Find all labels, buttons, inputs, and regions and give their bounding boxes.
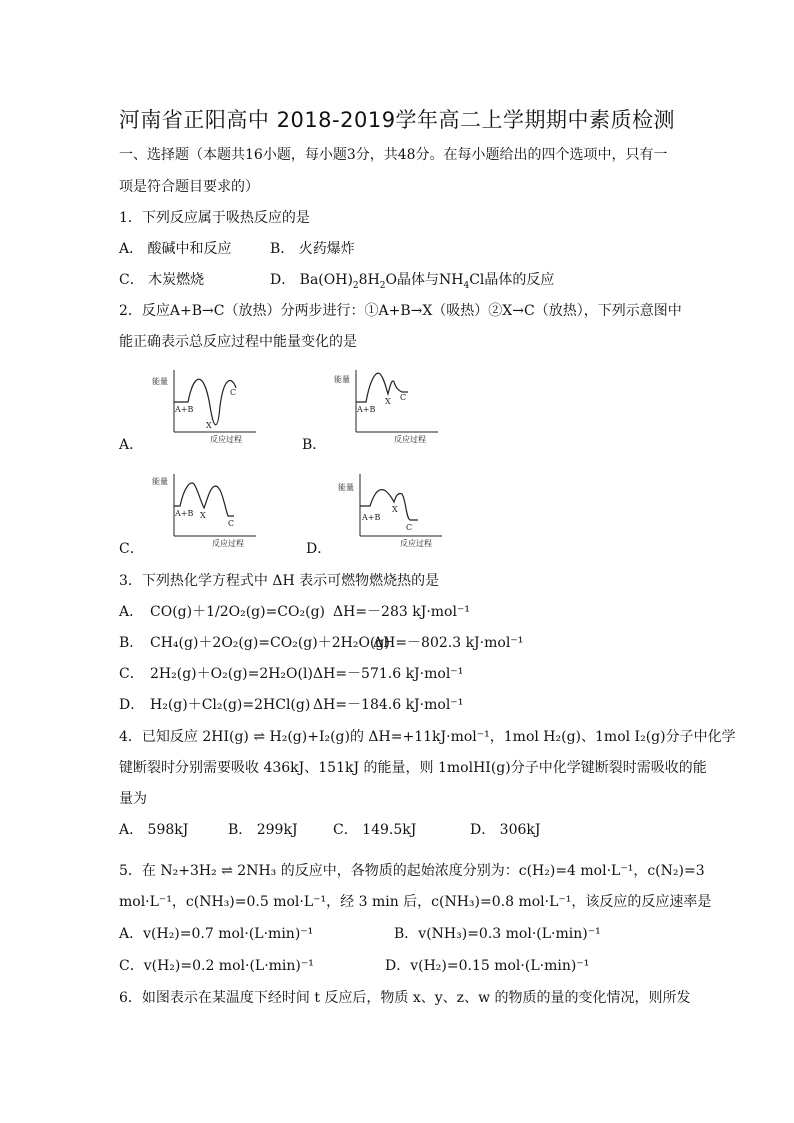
section-instruction-line1: 一、选择题（本题共16小题，每小题3分，共48分。在每小题给出的四个选项中，只有一	[119, 147, 668, 163]
q4-option-a: A． 598kJ	[119, 822, 189, 838]
q1-option-d	[270, 271, 554, 289]
q5-option-a: A．v(H₂)=0.7 mol·(L·min)⁻¹	[119, 926, 314, 942]
q1-stem: 1．下列反应属于吸热反应的是	[119, 210, 310, 226]
q2a-x-label: X	[206, 421, 212, 430]
q2-label-d: D．	[306, 541, 332, 557]
q1-d-text-2: 8H	[358, 272, 380, 288]
q2-stem-line2: 能正确表示总反应过程中能量变化的是	[119, 334, 357, 350]
q2b-y-axis-label: 能量	[334, 375, 350, 384]
q3-c-equation: 2H₂(g)＋O₂(g)=2H₂O(l)	[150, 666, 313, 682]
q3-d-label: D．	[119, 697, 145, 713]
q2c-c-label: C	[228, 519, 235, 528]
q1-option-b: B． 火药爆炸	[270, 241, 355, 257]
q5-option-c: C．v(H₂)=0.2 mol·(L·min)⁻¹	[119, 958, 314, 974]
q3-d-equation: H₂(g)＋Cl₂(g)=2HCl(g)	[150, 697, 311, 713]
section-instruction-line2: 项是符合题目要求的）	[119, 179, 259, 195]
q1-d-sub-1: 2	[352, 280, 359, 291]
q4-option-d: D． 306kJ	[470, 822, 541, 838]
q3-stem: 3．下列热化学方程式中 ΔH 表示可燃物燃烧热的是	[119, 573, 440, 589]
exam-title: 河南省正阳高中 2018-2019学年高二上学期期中素质检测	[118, 108, 676, 132]
q2-diagram-b	[332, 366, 442, 446]
q2c-y-axis-label: 能量	[152, 477, 168, 486]
q1-d-sub-3: 4	[463, 280, 470, 291]
q2-label-b: B．	[302, 437, 327, 453]
q3-b-equation: CH₄(g)＋2O₂(g)=CO₂(g)＋2H₂O(g)	[150, 635, 390, 651]
q2b-ab-label: A+B	[357, 405, 376, 414]
q2-stem-line1: 2．反应A+B→C（放热）分两步进行：①A+B→X（吸热）②X→C（放热），下列示意图中	[119, 303, 682, 319]
q3-b-enthalpy: ΔH=－802.3 kJ·mol⁻¹	[373, 635, 524, 651]
q2d-x-axis-label: 反应过程	[400, 539, 432, 548]
q1-d-text-1: D． Ba(OH)	[270, 272, 353, 288]
q2a-ab-label: A+B	[175, 405, 194, 414]
q2a-x-axis-label: 反应过程	[210, 435, 242, 444]
q4-option-b: B． 299kJ	[228, 822, 298, 838]
q2c-ab-label: A+B	[175, 509, 194, 518]
q2-label-a: A．	[119, 437, 144, 453]
q2-label-c: C．	[119, 541, 144, 557]
q1-d-sub-2: 2	[379, 280, 386, 291]
q4-stem-line3: 量为	[119, 791, 147, 807]
q2a-c-label: C	[230, 388, 237, 397]
q5-option-b: B．v(NH₃)=0.3 mol·(L·min)⁻¹	[394, 926, 601, 942]
q3-b-label: B．	[119, 635, 144, 651]
q2d-x-label: X	[392, 505, 398, 514]
q5-option-d: D．v(H₂)=0.15 mol·(L·min)⁻¹	[385, 958, 590, 974]
q2b-c-label: C	[400, 393, 407, 402]
q2-diagram-c	[150, 470, 260, 550]
q3-a-enthalpy: ΔH=－283 kJ·mol⁻¹	[333, 604, 470, 620]
q2-diagram-a	[150, 366, 260, 446]
q2d-c-label: C	[406, 523, 413, 532]
q3-c-label: C．	[119, 666, 144, 682]
q4-option-c: C． 149.5kJ	[333, 822, 417, 838]
q6-stem-line1: 6．如图表示在某温度下经时间 t 反应后，物质 x、y、z、w 的物质的量的变化情况，则所发	[119, 990, 691, 1006]
q2c-x-label: X	[200, 511, 206, 520]
q1-d-text-4: Cl晶体的反应	[469, 272, 555, 288]
q2a-y-axis-label: 能量	[152, 377, 168, 386]
q3-a-label: A．	[119, 604, 144, 620]
q3-d-enthalpy: ΔH=－184.6 kJ·mol⁻¹	[313, 697, 464, 713]
q2-diagram-d	[336, 470, 446, 550]
q1-option-a: A． 酸碱中和反应	[119, 241, 232, 257]
q5-stem-line1: 5．在 N₂+3H₂ ⇌ 2NH₃ 的反应中，各物质的起始浓度分别为：c(H₂)=4 mol·L⁻¹，c(N₂)=3	[119, 863, 705, 879]
q1-option-c: C． 木炭燃烧	[119, 272, 205, 288]
q4-stem-line2: 键断裂时分别需要吸收 436kJ、151kJ 的能量，则 1molHI(g)分子中化学键断裂时需吸收的能	[119, 760, 707, 776]
q4-stem-line1: 4．已知反应 2HI(g) ⇌ H₂(g)+I₂(g)的 ΔH=+11kJ·mol⁻¹，1mol H₂(g)、1mol I₂(g)分子中化学	[119, 729, 736, 745]
q1-d-text-3: O晶体与NH	[385, 272, 464, 288]
q2b-x-label: X	[385, 397, 391, 406]
q2c-x-axis-label: 反应过程	[212, 539, 244, 548]
q3-a-equation: CO(g)＋1/2O₂(g)=CO₂(g)	[150, 604, 325, 620]
q2b-x-axis-label: 反应过程	[394, 435, 426, 444]
q3-c-enthalpy: ΔH=－571.6 kJ·mol⁻¹	[313, 666, 464, 682]
q2d-y-axis-label: 能量	[338, 483, 354, 492]
q2d-ab-label: A+B	[362, 513, 381, 522]
q5-stem-line2: mol·L⁻¹，c(NH₃)=0.5 mol·L⁻¹，经 3 min 后，c(NH₃)=0.8 mol·L⁻¹，该反应的反应速率是	[119, 894, 712, 910]
